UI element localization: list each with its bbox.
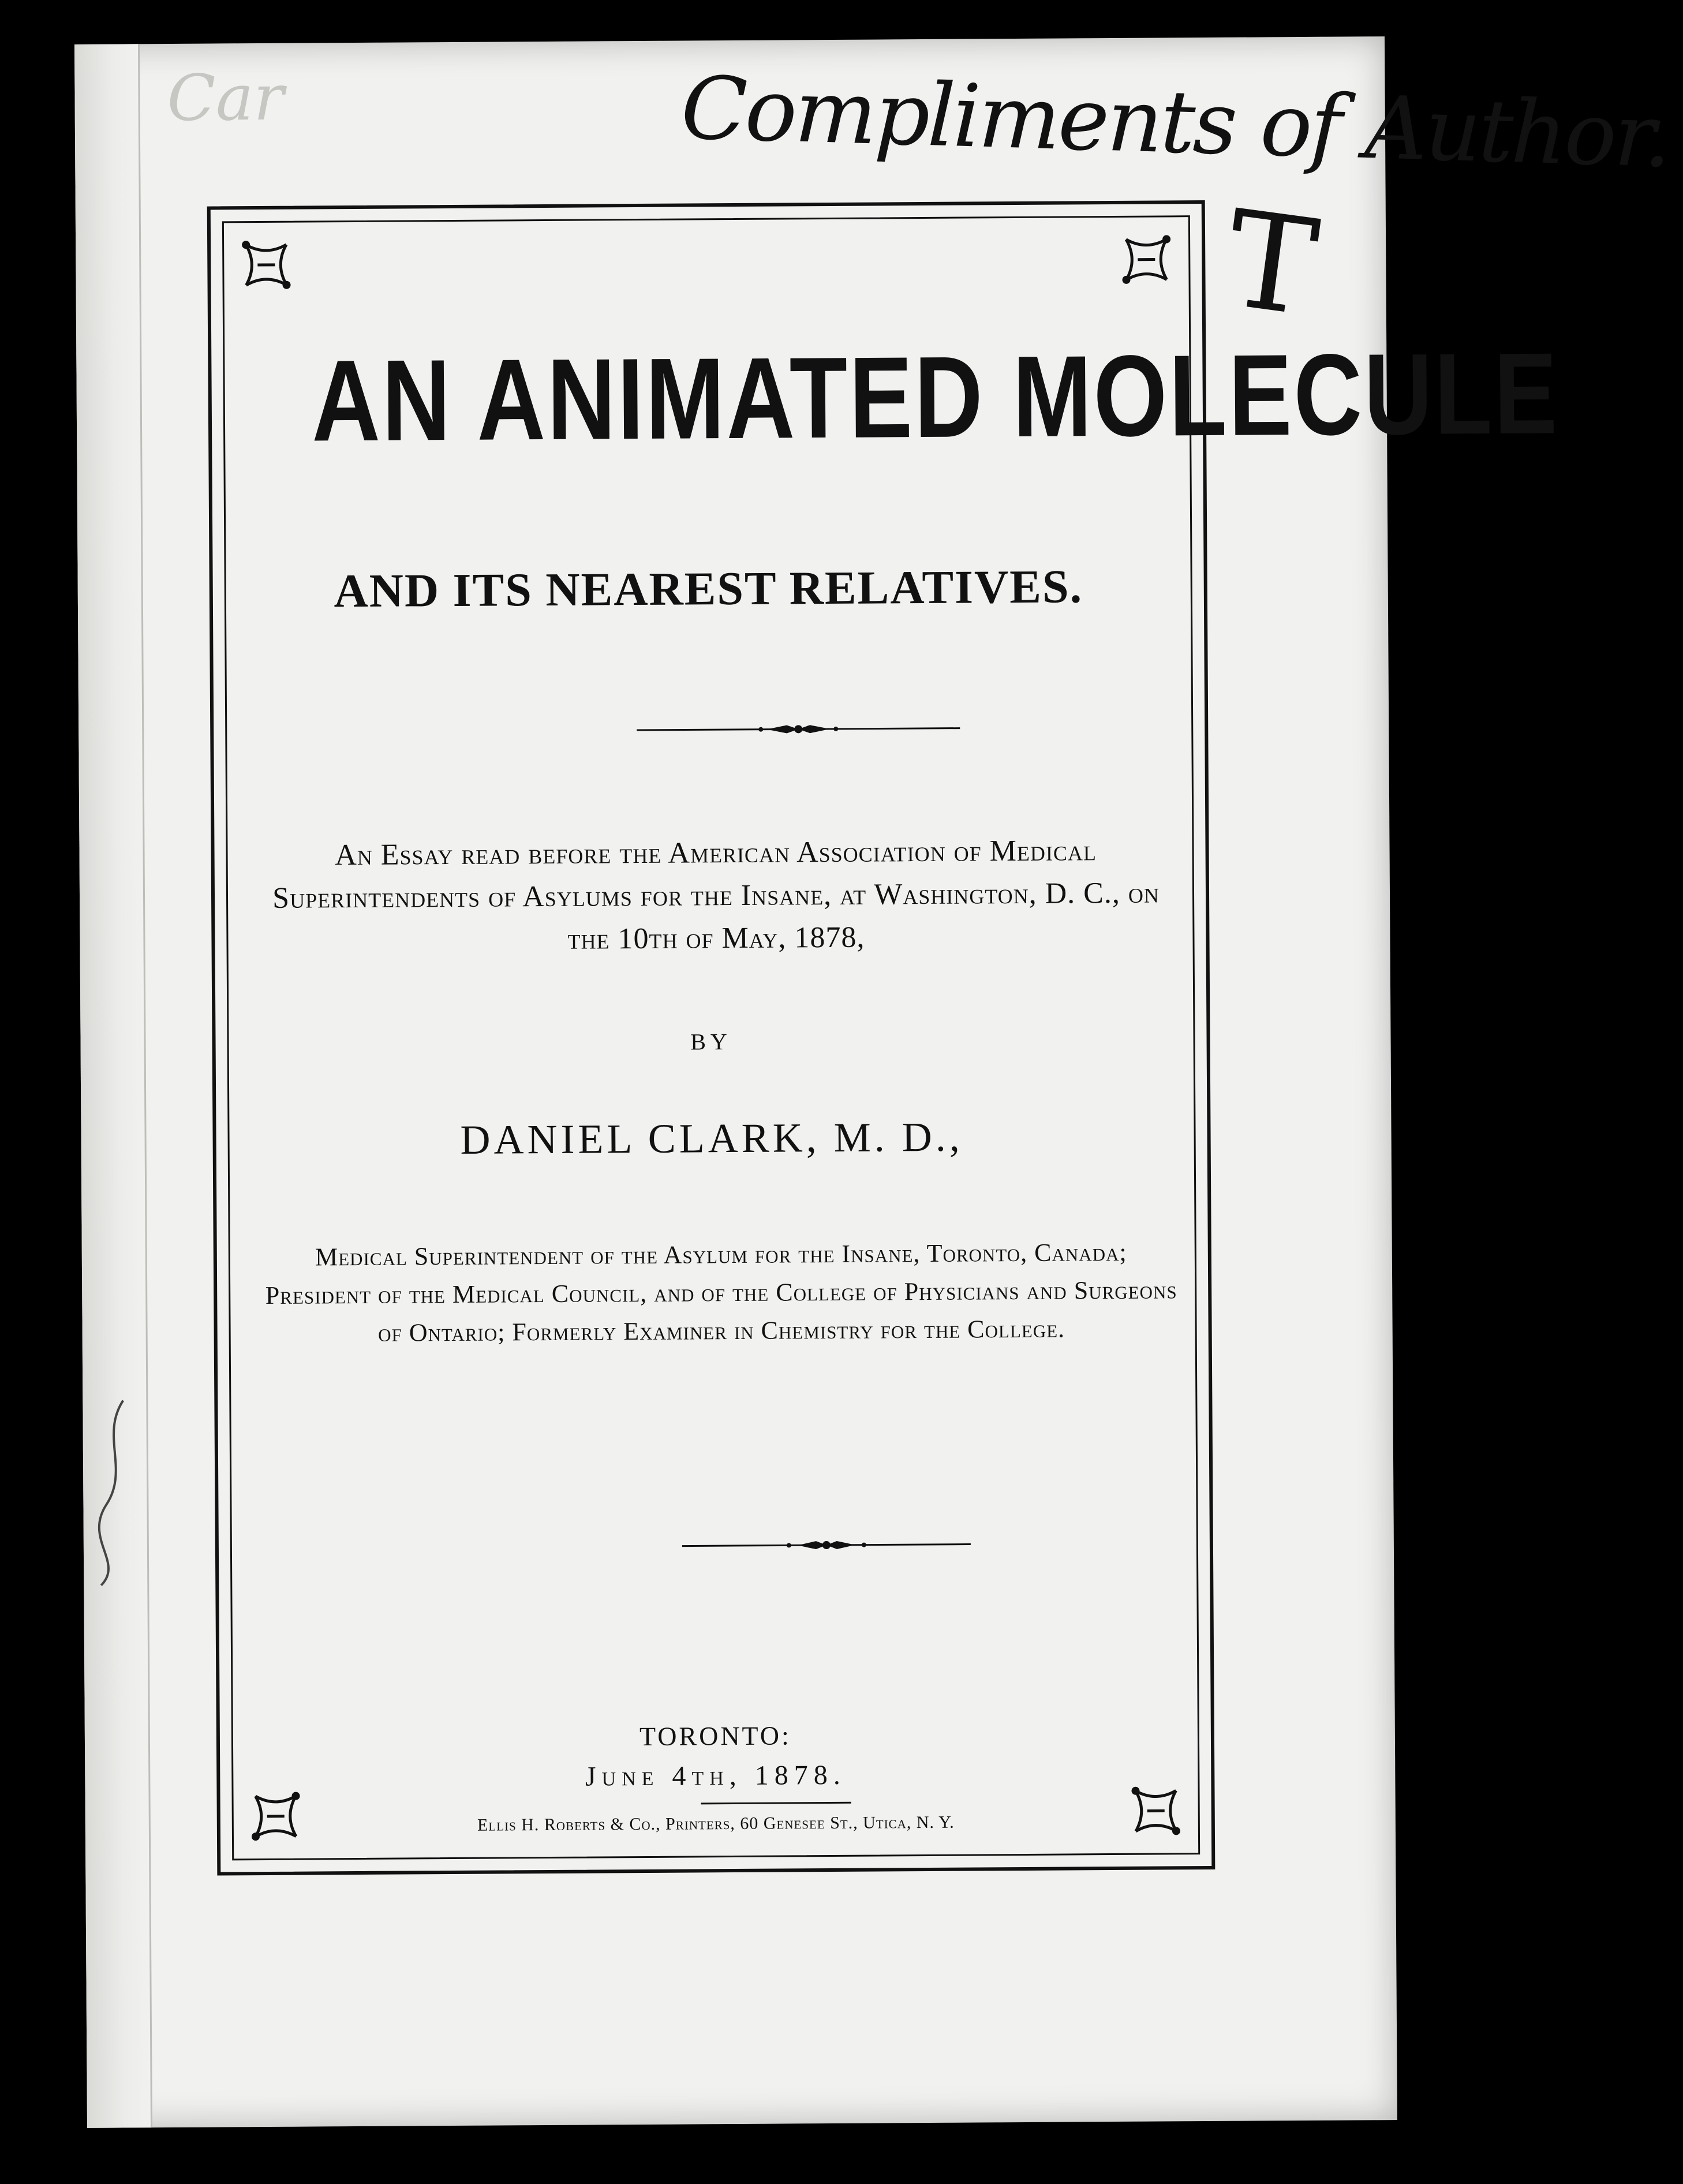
binding-thread-icon (88, 1400, 136, 1585)
printer-imprint: Ellis H. Roberts & Co., Printers, 60 Genesee St., Utica, N. Y. (477, 1812, 955, 1835)
handwritten-inscription: Compliments of Author. (679, 58, 1671, 187)
ornamental-rule-icon (637, 720, 960, 739)
book-subtitle: AND ITS NEAREST RELATIVES. (334, 560, 1083, 618)
handwritten-shelf-mark: T (1217, 182, 1326, 347)
author-name: DANIEL CLARK, M. D., (460, 1113, 963, 1163)
publication-date: June 4th, 1878. (585, 1759, 846, 1792)
printer-divider (701, 1802, 851, 1805)
faded-handwritten-note: Car (167, 60, 285, 135)
ornamental-rule-icon (682, 1536, 971, 1555)
by-line: BY (690, 1029, 732, 1055)
book-title: AN ANIMATED MOLECULE (311, 329, 1559, 466)
page-spine-edge (74, 44, 152, 2128)
title-page-inner-border (222, 215, 1559, 1860)
essay-description: An Essay read before the American Association of Medical Superintendents of Asylums for the Insane, at Washington, D. C., on the 10th of May, 1878, (272, 834, 1160, 956)
publication-place: TORONTO: (639, 1721, 792, 1752)
title-page-content (224, 217, 1559, 1858)
author-affiliation: Medical Superintendent of the Asylum for the Insane, Toronto, Canada; President of the Medical Council, and of the College of Physicians and Surgeons of Ontario; Formerly Examiner in Chemistry for the College. (265, 1237, 1177, 1347)
title-page-border (207, 200, 1559, 1876)
document-page (74, 36, 1671, 2128)
